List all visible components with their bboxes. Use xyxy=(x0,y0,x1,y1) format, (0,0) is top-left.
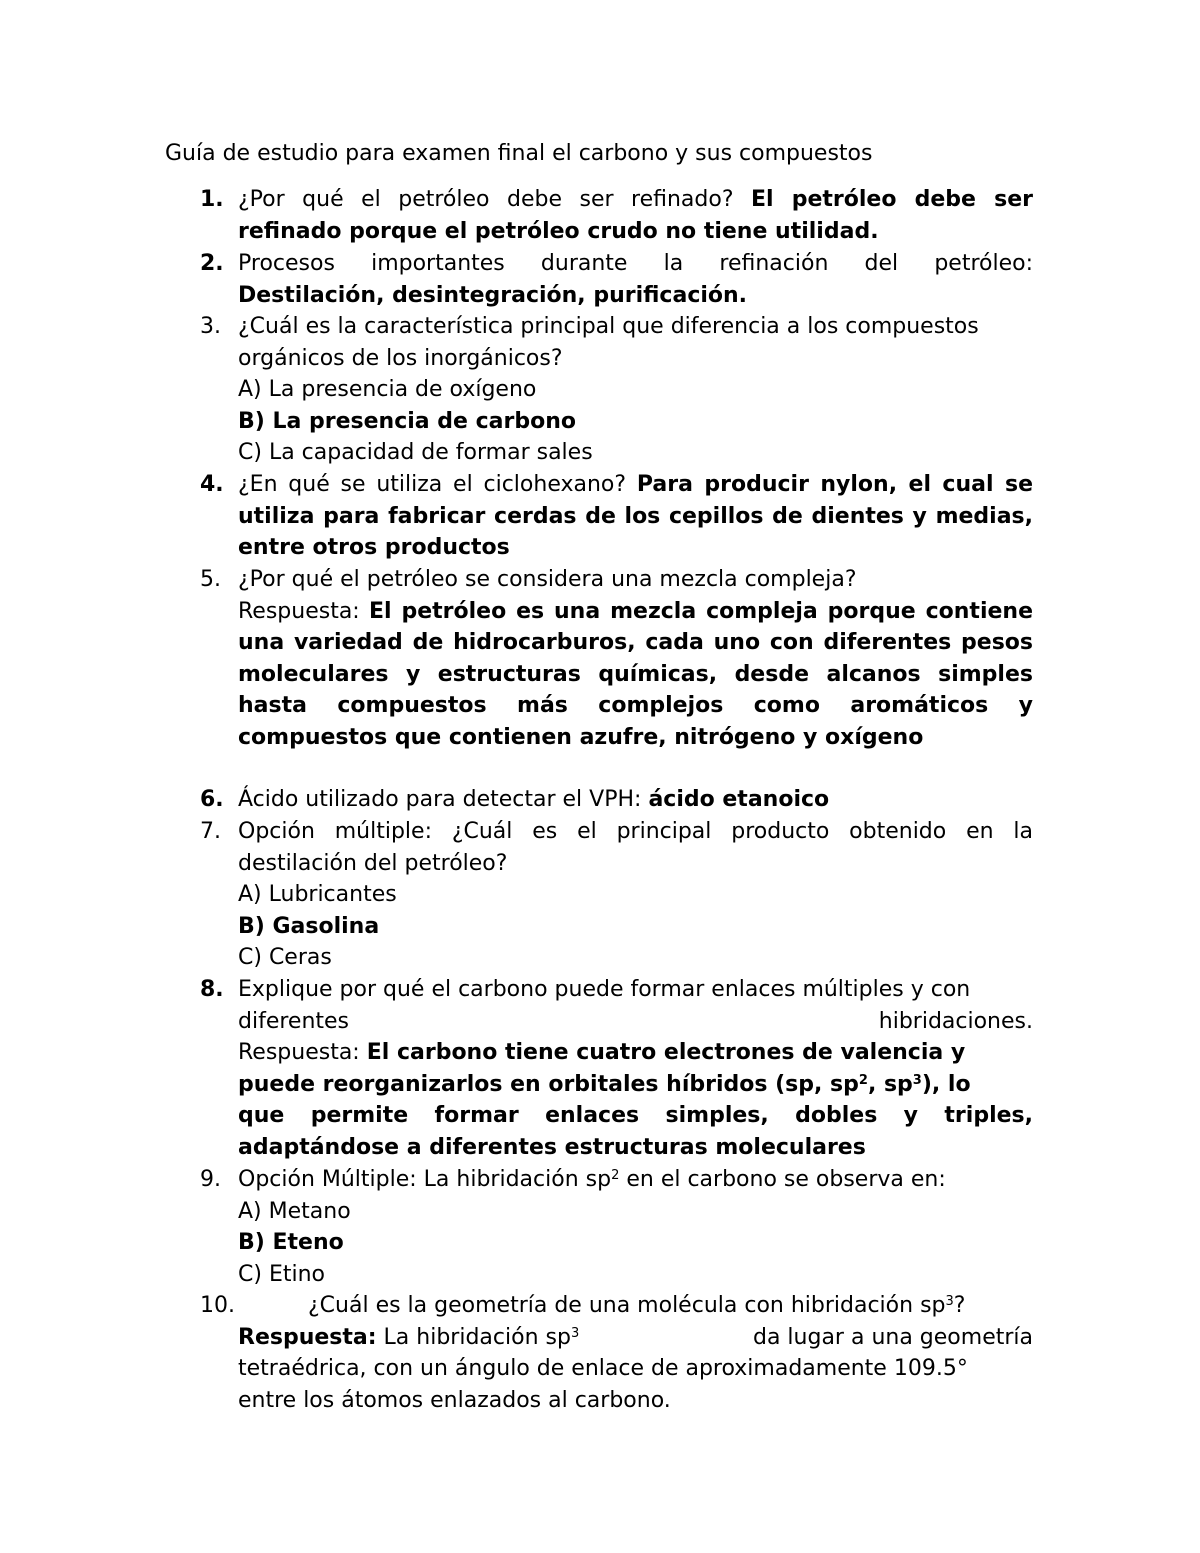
answer-line-1: El carbono tiene cuatro electrones de valencia y xyxy=(366,1040,966,1065)
answer-text: Para producir nylon, el cual se utiliza para fabricar cerdas de los cepillos de dientes y medias, entre otros productos xyxy=(238,472,1033,560)
question-text: Opción Múltiple: La hibridación $sp^2$ en el carbono se observa en: xyxy=(238,1167,946,1192)
option-b-correct: B) La presencia de carbono xyxy=(238,408,576,434)
question-body xyxy=(238,1290,1033,1416)
answer-line-4: adaptándose a diferentes estructuras moleculares xyxy=(238,1134,866,1160)
answer-text: El petróleo es una mezcla compleja porque contiene una variedad de hidrocarburos, cada uno con diferentes pesos moleculares y estructuras químicas, desde alcanos simples hasta compuestos más complejos como aromáticos y compuestos que contienen azufre, nitrógeno y oxígeno xyxy=(238,598,1033,750)
answer-text: ácido etanoico xyxy=(648,787,830,812)
question-number: 9. xyxy=(200,1167,221,1192)
option-b-correct: B) Gasolina xyxy=(238,913,380,939)
answer-block xyxy=(238,596,1033,754)
question-body xyxy=(238,974,1033,1163)
superscript: 2 xyxy=(858,1072,868,1088)
superscript: 3 xyxy=(912,1072,922,1088)
question-text: ¿En qué se utiliza el ciclohexano? xyxy=(238,472,627,497)
question-number: 4. xyxy=(200,472,224,497)
question-number: 5. xyxy=(200,567,221,592)
question-body xyxy=(238,469,1033,564)
answer-label: Respuesta: xyxy=(238,598,360,624)
superscript: 3 xyxy=(570,1325,580,1341)
question-text-line-2a: diferentes xyxy=(238,1008,350,1034)
question-body xyxy=(238,248,1033,311)
question-body xyxy=(238,784,1033,816)
option-a: A) Metano xyxy=(238,1198,351,1224)
option-c: C) La capacidad de formar sales xyxy=(238,440,593,465)
question-text-line-2b: hibridaciones. xyxy=(878,1008,1033,1034)
superscript: 2 xyxy=(611,1168,620,1183)
question-text: ¿Por qué el petróleo se considera una mezcla compleja? xyxy=(238,567,857,592)
answer-label: Respuesta: xyxy=(238,1324,377,1350)
answer-text: El petróleo debe ser refinado porque el petróleo crudo no tiene utilidad. xyxy=(238,187,1033,244)
question-text-line-1: Explique por qué el carbono puede formar enlaces múltiples y con xyxy=(238,977,971,1002)
question-number: 2. xyxy=(200,251,224,276)
answer-label: Respuesta: xyxy=(238,1040,360,1065)
question-number: 1. xyxy=(200,187,224,212)
question-body xyxy=(238,816,1033,974)
option-c: C) Etino xyxy=(238,1261,325,1287)
question-number: 10. xyxy=(200,1293,235,1318)
answer-line-2: puede reorganizarlos en orbitales híbridos (sp, $sp^2$, $sp^3$), lo xyxy=(238,1071,971,1097)
option-c: C) Ceras xyxy=(238,945,332,970)
question-number: 6. xyxy=(200,787,224,812)
option-a: A) La presencia de oxígeno xyxy=(238,377,537,402)
document-title: Guía de estudio para examen final el carbono y sus compuestos xyxy=(165,141,873,166)
question-text: Ácido utilizado para detectar el VPH: xyxy=(238,787,642,812)
question-body xyxy=(238,311,1033,469)
question-number: 7. xyxy=(200,819,221,844)
answer-text: Destilación, desintegración, purificación. xyxy=(238,282,748,308)
question-number: 8. xyxy=(200,977,224,1002)
superscript: 3 xyxy=(945,1294,954,1309)
question-body xyxy=(238,1164,1033,1290)
option-b-correct: B) Eteno xyxy=(238,1230,344,1255)
option-a: A) Lubricantes xyxy=(238,882,397,907)
question-text: ¿Por qué el petróleo debe ser refinado? xyxy=(238,187,734,212)
answer-line-3: que permite formar enlaces simples, dobles y triples, xyxy=(238,1103,1033,1128)
question-text: Procesos importantes durante la refinación del petróleo: xyxy=(238,251,1033,276)
question-body xyxy=(238,564,1033,753)
question-text: Opción múltiple: ¿Cuál es el principal producto obtenido en la destilación del petróleo? xyxy=(238,819,1033,876)
question-text: ¿Cuál es la geometría de una molécula con hibridación $sp^3$? xyxy=(308,1293,966,1318)
question-body xyxy=(238,184,1033,247)
answer-line-3: entre los átomos enlazados al carbono. xyxy=(238,1387,671,1413)
answer-line-2: tetraédrica, con un ángulo de enlace de aproximadamente 109.5° xyxy=(238,1356,968,1381)
question-number: 3. xyxy=(200,314,221,339)
answer-line-1: Respuesta: La hibridación $sp^3$ da lugar a una geometría xyxy=(238,1324,1033,1350)
question-text: ¿Cuál es la característica principal que diferencia a los compuestos orgánicos de los inorgánicos? xyxy=(238,314,979,371)
